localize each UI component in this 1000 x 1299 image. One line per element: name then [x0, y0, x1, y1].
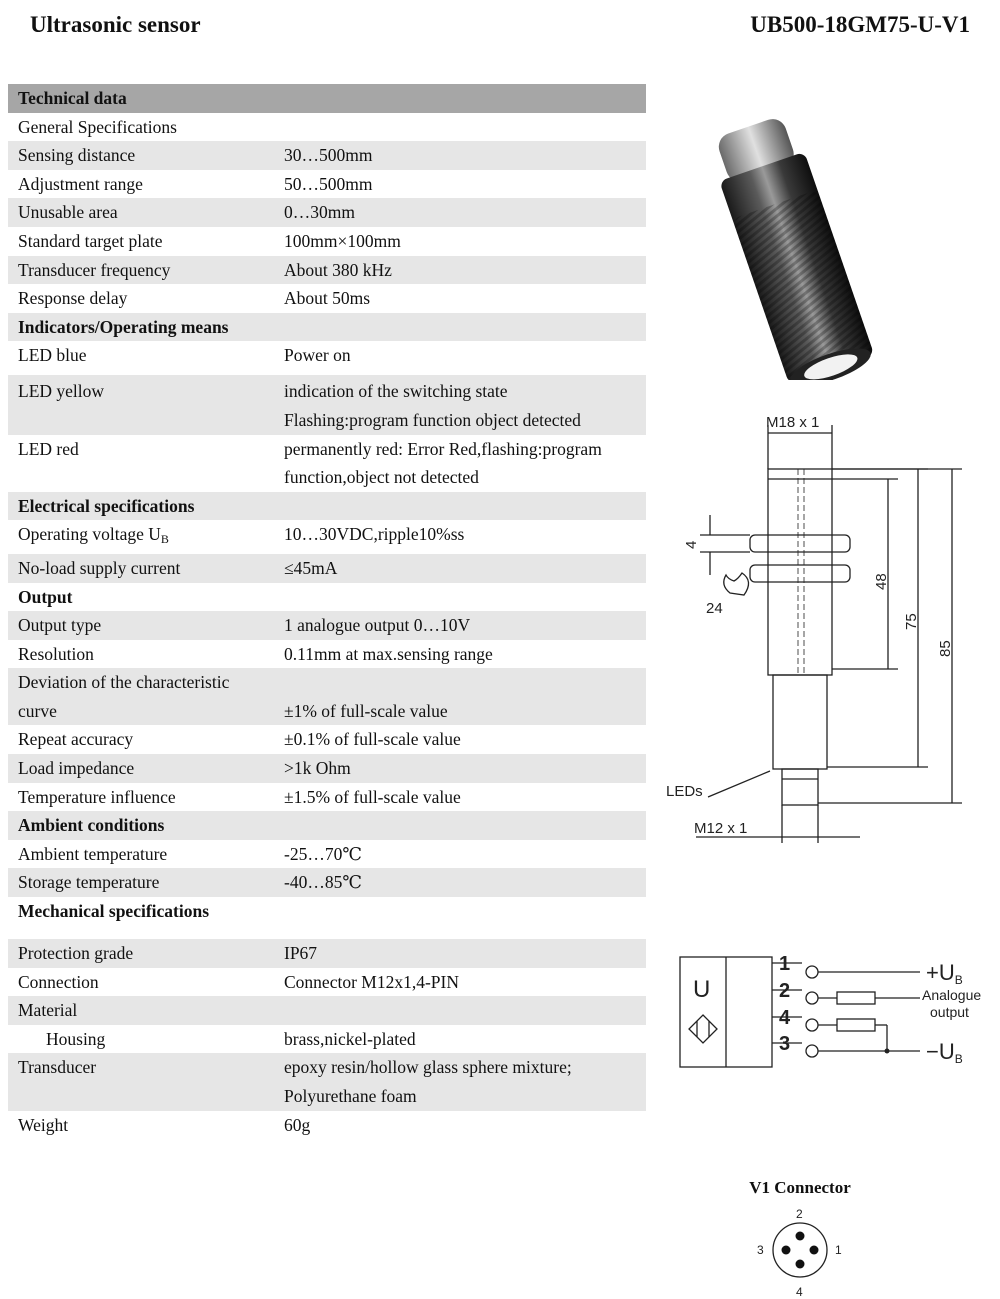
- pin-label: 4: [779, 1007, 791, 1029]
- sensor-symbol-icon: [689, 1015, 717, 1043]
- row-label: Connection: [18, 971, 99, 992]
- row-value: [274, 435, 646, 492]
- row-value: [274, 375, 646, 434]
- row-value-line: permanently red: Error Red,flashing:program: [284, 438, 602, 459]
- row-label: Transducer: [8, 1053, 274, 1110]
- row-value: Connector M12x1,4-PIN: [284, 971, 459, 992]
- row-value: 60g: [284, 1114, 311, 1135]
- row-label-line: Deviation of the characteristic: [18, 672, 230, 693]
- section-row: [8, 897, 646, 939]
- plus-ub-label: [926, 960, 963, 987]
- table-row: [8, 554, 646, 583]
- table-row: [8, 341, 646, 375]
- row-label: [8, 520, 274, 554]
- technical-data-table: [8, 84, 646, 1139]
- nut-lower: [750, 565, 850, 582]
- table-row: [8, 640, 646, 669]
- pin-label: 3: [779, 1033, 791, 1055]
- section-heading: Indicators/Operating means: [8, 313, 646, 342]
- table-title-row: [8, 84, 646, 113]
- table-row: [8, 520, 646, 554]
- row-label: Resolution: [18, 643, 94, 664]
- row-label: Protection grade: [8, 939, 274, 968]
- wrench-icon: [724, 573, 749, 595]
- row-label: Repeat accuracy: [18, 729, 134, 750]
- pin-3-label: 3: [757, 1243, 764, 1257]
- dimension-75-label: 75: [903, 613, 920, 630]
- table-row: [8, 611, 646, 640]
- row-value: IP67: [274, 939, 646, 968]
- pin-3-dot: [782, 1246, 791, 1255]
- row-value: About 380 kHz: [274, 256, 646, 285]
- row-label: Unusable area: [8, 198, 274, 227]
- row-label: Sensing distance: [8, 141, 274, 170]
- analogue-label: Analogue: [922, 987, 982, 1003]
- row-label: Adjustment range: [18, 173, 143, 194]
- row-label: General Specifications: [18, 116, 177, 137]
- row-value: 100mm×100mm: [284, 230, 401, 251]
- table-row: [8, 227, 646, 256]
- table-row: [8, 754, 646, 783]
- m12-connector: [782, 769, 818, 805]
- row-label: Storage temperature: [8, 868, 274, 897]
- table-row: [8, 1025, 646, 1054]
- row-value-line: Flashing:program function object detected: [284, 409, 581, 430]
- row-label: Housing: [46, 1028, 106, 1049]
- row-value: -25…70℃: [284, 843, 362, 864]
- table-title: Technical data: [8, 84, 646, 113]
- section-row: [8, 313, 646, 342]
- row-label: LED red: [18, 438, 79, 459]
- ub-subscript: B: [954, 973, 963, 987]
- section-heading: Electrical specifications: [8, 492, 646, 521]
- row-value-line: epoxy resin/hollow glass sphere mixture;: [284, 1057, 572, 1078]
- connector-title: V1 Connector: [749, 1178, 851, 1197]
- section-heading: Output: [18, 586, 73, 607]
- row-value: About 50ms: [284, 288, 371, 309]
- thread-bottom-label: M12 x 1: [694, 820, 748, 837]
- section-row: [8, 811, 646, 840]
- pin-2-label: 2: [796, 1207, 803, 1221]
- table-row: [8, 840, 646, 869]
- row-label: Temperature influence: [18, 786, 176, 807]
- table-row: [8, 284, 646, 313]
- resistor-output: [837, 992, 875, 1004]
- table-row: [8, 375, 646, 434]
- row-value: [274, 1053, 646, 1110]
- output-label: output: [930, 1004, 969, 1020]
- dimension-48-label: 48: [873, 573, 890, 590]
- cable-section: [773, 675, 827, 769]
- pin-4-dot: [796, 1260, 805, 1269]
- table-row: [8, 170, 646, 199]
- row-value-line: indication of the switching state: [284, 381, 508, 402]
- row-value: 50…500mm: [284, 173, 373, 194]
- row-value-line: function,object not detected: [284, 467, 479, 488]
- connector-figure: [700, 1178, 900, 1299]
- leds-label: LEDs: [666, 783, 703, 800]
- row-value: ±1% of full-scale value: [274, 668, 646, 725]
- table-row: [8, 435, 646, 492]
- row-label: No-load supply current: [8, 554, 274, 583]
- model-number: UB500-18GM75-U-V1: [750, 12, 970, 37]
- row-label: Response delay: [18, 288, 128, 309]
- nut-height-label: 4: [683, 540, 700, 549]
- table-row: [8, 256, 646, 285]
- row-value: -40…85℃: [274, 868, 646, 897]
- table-row: [8, 141, 646, 170]
- dimension-85-label: 85: [937, 640, 954, 657]
- connector-outline: [773, 1223, 827, 1277]
- sensor-box-letter: U: [693, 976, 711, 1003]
- row-label: LED yellow: [8, 375, 274, 434]
- pin-label: 2: [779, 980, 791, 1002]
- pin-label: 1: [779, 953, 791, 975]
- row-label: Material: [8, 996, 646, 1025]
- resistor-pin4: [837, 1019, 875, 1031]
- row-label: Output type: [8, 611, 274, 640]
- table-row: [8, 996, 646, 1025]
- wrench-size-label: 24: [706, 600, 723, 617]
- row-label-line: curve: [18, 700, 57, 721]
- plus-ub-text: +U: [926, 960, 955, 985]
- table-row: [8, 725, 646, 754]
- table-row: [8, 939, 646, 968]
- row-label: Standard target plate: [18, 230, 163, 251]
- section-heading: Ambient conditions: [8, 811, 646, 840]
- row-label: Ambient temperature: [18, 843, 168, 864]
- row-value: 0…30mm: [274, 198, 646, 227]
- pin-1-dot: [810, 1246, 819, 1255]
- subscript: B: [160, 532, 169, 547]
- table-row: [8, 1053, 646, 1110]
- sensor-product-photo: [660, 105, 960, 380]
- section-row: [8, 583, 646, 612]
- section-row: [8, 492, 646, 521]
- row-value: ≤45mA: [274, 554, 646, 583]
- row-value: 0.11mm at max.sensing range: [284, 643, 493, 664]
- row-value: 10…30VDC,ripple10%ss: [284, 524, 465, 545]
- table-row: [8, 968, 646, 997]
- document-title: Ultrasonic sensor: [30, 12, 201, 37]
- dimension-drawing: [660, 405, 990, 855]
- housing-outline: [768, 469, 832, 675]
- table-row: [8, 198, 646, 227]
- section-heading: Mechanical specifications: [18, 901, 210, 922]
- row-label: Load impedance: [8, 754, 274, 783]
- table-row: [8, 668, 646, 725]
- nut-upper: [750, 535, 850, 552]
- row-value: 30…500mm: [274, 141, 646, 170]
- row-label: LED blue: [18, 345, 87, 366]
- row-value: brass,nickel-plated: [284, 1028, 416, 1049]
- row-label: Weight: [18, 1114, 69, 1135]
- row-value: 1 analogue output 0…10V: [274, 611, 646, 640]
- connector-pinout: [700, 1178, 900, 1299]
- row-value: Power on: [284, 345, 351, 366]
- pin-2-dot: [796, 1232, 805, 1241]
- row-value: ±1.5% of full-scale value: [284, 786, 461, 807]
- table-row: [8, 1111, 646, 1140]
- row-value: >1k Ohm: [274, 754, 646, 783]
- minus-ub-text: −U: [926, 1039, 955, 1064]
- pin-1-label: 1: [835, 1243, 842, 1257]
- row-label-text: Operating voltage U: [18, 524, 161, 545]
- row-value: ±0.1% of full-scale value: [284, 729, 461, 750]
- table-row: [8, 113, 646, 142]
- row-label: Transducer frequency: [8, 256, 274, 285]
- minus-ub-label: [926, 1039, 963, 1066]
- ub-subscript: B: [954, 1052, 963, 1066]
- table-row: [8, 868, 646, 897]
- row-value-line: Polyurethane foam: [284, 1086, 417, 1106]
- row-label: [8, 668, 274, 725]
- wiring-diagram: [672, 945, 990, 1075]
- table-row: [8, 783, 646, 812]
- pin-4-label: 4: [796, 1285, 803, 1299]
- thread-top-label: M18 x 1: [766, 414, 820, 431]
